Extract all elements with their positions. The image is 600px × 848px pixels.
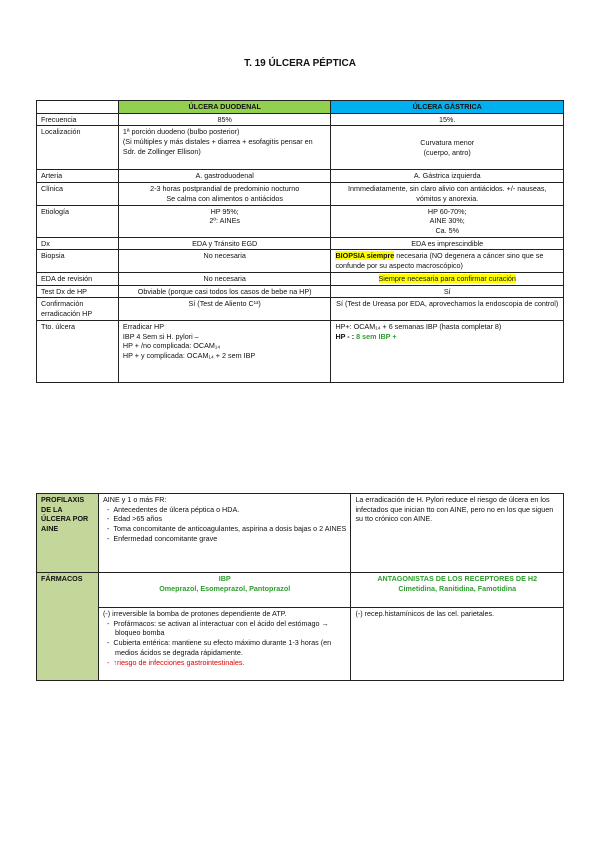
gastrica-line <box>335 332 559 342</box>
list-item: - Enfermedad concomitante grave <box>115 534 346 544</box>
row-label: Biopsia <box>37 250 119 272</box>
row-label: Clínica <box>37 183 119 205</box>
antih2-drugs: Cimetidina, Ranitidina, Famotidina <box>398 583 517 593</box>
row-label: Frecuencia <box>37 113 119 126</box>
profilaxis-risk-list <box>103 505 346 544</box>
page-title: T. 19 ÚLCERA PÉPTICA <box>244 58 356 69</box>
gastrica-line: HP+: OCAM₁₄ + 6 semanas IBP (hasta completar 8) <box>335 321 502 331</box>
duodenal-line: HP 95%; <box>210 206 239 216</box>
row-arteria <box>37 170 564 183</box>
gastrica-cell <box>331 272 564 285</box>
row-label: Confirmación erradicación HP <box>37 298 119 320</box>
row-frecuencia <box>37 113 564 126</box>
row-label: Etiología <box>37 205 119 237</box>
duodenal-line: HP + /no complicada: OCAM₁₄ <box>122 341 221 351</box>
list-item: - Antecedentes de úlcera péptica o HDA. <box>115 505 346 515</box>
duodenal-line: (Si múltiples y más distales + diarrea + esofagitis pensar en Sdr. de Zollinger Ellison) <box>122 137 313 156</box>
ibp-intro: (-) irreversible la bomba de protones dependiente de ATP. <box>102 609 287 618</box>
header-ulcera-gastrica: ÚLCERA GÁSTRICA <box>331 101 564 114</box>
row-label: EDA de revisión <box>37 272 119 285</box>
duodenal-cell: EDA y Tránsito EGD <box>118 237 331 250</box>
row-label: Dx <box>37 237 119 250</box>
row-label: Test Dx de HP <box>37 285 119 298</box>
duodenal-cell <box>118 205 331 237</box>
gastrica-cell: Sí (Test de Ureasa por EDA, aprovechamos la endoscopia de control) <box>331 298 564 320</box>
hp-negative-treatment: 8 sem IBP + <box>356 331 397 341</box>
gastrica-line: Curvatura menor <box>420 138 475 148</box>
profilaxis-farmacos-table <box>36 493 564 681</box>
duodenal-cell: A. gastroduodenal <box>118 170 331 183</box>
table-header-row <box>37 101 564 114</box>
gastrica-cell <box>331 126 564 170</box>
gastrica-cell: Sí <box>331 285 564 298</box>
row-farmacos-desc <box>37 608 564 681</box>
duodenal-cell: No necesaria <box>118 272 331 285</box>
gastrica-line: Ca. 5% <box>435 226 460 236</box>
header-empty-cell <box>37 101 119 114</box>
list-item: - Edad >65 años <box>115 514 346 524</box>
gastrica-cell: 15%. <box>331 113 564 126</box>
gastrica-cell <box>331 320 564 382</box>
biopsia-highlight: BIOPSIA siempre <box>335 251 395 261</box>
gastrica-cell: EDA es imprescindible <box>331 237 564 250</box>
profilaxis-intro: AINE y 1 o más FR: <box>102 495 167 504</box>
duodenal-line: 2º: AINEs <box>209 216 240 226</box>
duodenal-cell: Sí (Test de Aliento C¹³) <box>118 298 331 320</box>
duodenal-line: Se calma con alimentos o antiácidos <box>166 193 284 203</box>
row-test-dx <box>37 285 564 298</box>
ibp-title: IBP <box>218 574 231 583</box>
ibp-drugs: Omeprazol, Esomeprazol, Pantoprazol <box>159 583 291 593</box>
farmacos-label: FÁRMACOS <box>37 573 99 681</box>
row-clinica <box>37 183 564 205</box>
duodenal-cell <box>118 126 331 170</box>
profilaxis-label: PROFILAXIS DE LA ÚLCERA POR AINE <box>37 494 99 573</box>
ulcer-comparison-table <box>36 100 564 383</box>
profilaxis-note: La erradicación de H. Pylori reduce el riesgo de úlcera en los infectados que inician tto con AINE, pero no en los que siguen su tto crónico con AINE. <box>351 494 564 573</box>
duodenal-cell: No necesaria <box>118 250 331 272</box>
gastrica-cell: A. Gástrica izquierda <box>331 170 564 183</box>
gastrica-cell: Inmmediatamente, sin claro alivio con antiácidos. +/- nauseas, vómitos y anorexia. <box>331 183 564 205</box>
profilaxis-content <box>98 494 350 573</box>
duodenal-cell: 85% <box>118 113 331 126</box>
duodenal-line: 2-3 horas postprandial de predominio nocturno <box>150 184 300 194</box>
list-item: - Profármacos: se activan al interactuar con el ácido del estómago → bloqueo bomba <box>115 619 346 638</box>
row-label: Arteria <box>37 170 119 183</box>
row-label: Tto. úlcera <box>37 320 119 382</box>
row-label: Localización <box>37 126 119 170</box>
list-item: - Cubierta entérica: mantiene su efecto máximo durante 1-3 horas (en medios ácidos se degrada rápidamente. <box>115 638 346 657</box>
row-farmacos-head <box>37 573 564 608</box>
gastrica-cell <box>331 250 564 272</box>
row-confirmacion <box>37 298 564 320</box>
ibp-list <box>103 619 346 668</box>
gastrica-line: AINE 30%; <box>429 216 465 226</box>
duodenal-line: Erradicar HP <box>122 321 165 331</box>
duodenal-cell <box>118 183 331 205</box>
row-localizacion <box>37 126 564 170</box>
row-dx <box>37 237 564 250</box>
list-item: - ↑riesgo de infecciones gastrointestinales. <box>115 658 346 668</box>
duodenal-line: IBP 4 Sem si H. pylori – <box>122 331 199 341</box>
biopsia-text: necesaria (NO degenera a cáncer sino que se confunde por su aspecto macroscópico) <box>335 251 544 271</box>
row-eda-revision <box>37 272 564 285</box>
header-ulcera-duodenal: ÚLCERA DUODENAL <box>118 101 331 114</box>
row-profilaxis <box>37 494 564 573</box>
duodenal-line: HP + y complicada: OCAM₁₄ + 2 sem IBP <box>122 350 256 360</box>
gastrica-line: (cuerpo, antro) <box>423 147 471 157</box>
list-item: - Toma concomitante de anticoagulantes, aspirina a dosis bajas o 2 AINES <box>115 524 346 534</box>
ibp-description <box>98 608 350 681</box>
ibp-header <box>98 573 350 608</box>
duodenal-cell: Obviable (porque casi todos los casos de bebe na HP) <box>118 285 331 298</box>
row-biopsia <box>37 250 564 272</box>
duodenal-cell <box>118 320 331 382</box>
gastrica-line: HP 60-70%; <box>427 206 467 216</box>
row-etiologia <box>37 205 564 237</box>
gastrica-cell <box>331 205 564 237</box>
eda-highlight: Siempre necesaria para confirmar curación <box>378 273 516 283</box>
duodenal-line: 1ª porción duodeno (bulbo posterior) <box>122 127 240 137</box>
row-tto <box>37 320 564 382</box>
antih2-header <box>351 573 564 608</box>
antih2-title: ANTAGONISTAS DE LOS RECEPTORES DE H2 <box>377 574 538 583</box>
hp-negative-label: HP - : <box>335 331 357 341</box>
antih2-description: (-) recep.histamínicos de las cel. parietales. <box>351 608 564 681</box>
